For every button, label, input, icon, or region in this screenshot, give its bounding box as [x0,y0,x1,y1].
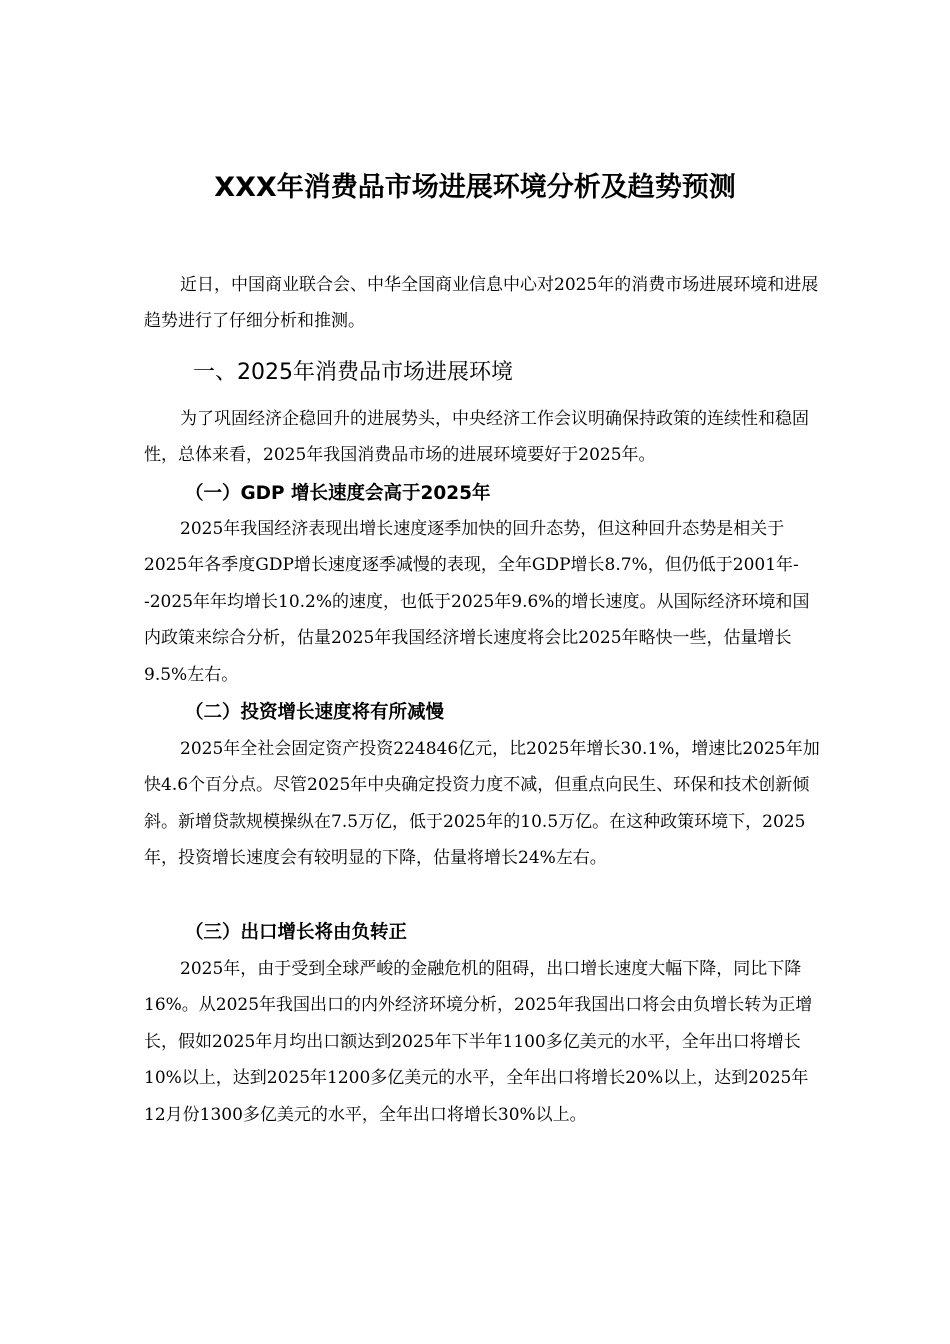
intro-paragraph: 近日，中国商业联合会、中华全国商业信息中心对2025年的消费市场进展环境和进展趋势进行了仔细分析和推测。 [144,275,819,332]
subsection-heading-2: （二）投资增长速度将有所减慢 [185,702,445,723]
document-title: XXX年消费品市场进展环境分析及趋势预测 [214,172,736,203]
section-1-paragraph: 为了巩固经济企稳回升的进展势头，中央经济工作会议明确保持政策的连续性和稳固性，总体来看，2025年我国消费品市场的进展环境要好于2025年。 [144,409,809,466]
subsection-heading-1: （一）GDP 增长速度会高于2025年 [185,483,491,504]
subsection-2-paragraph: 2025年全社会固定资产投资224846亿元，比2025年增长30.1%，增速比2025年加快4.6个百分点。尽管2025年中央确定投资力度不减，但重点向民生、环保和技术创新倾斜。新增贷款规模操纵在7.5万亿，低于2025年的10.5万亿。在这种政策环境下，2025年，投资增长速度会有较明显的下降，估量将增长24%左右。 [144,739,820,869]
subsection-heading-3: （三）出口增长将由负转正 [185,922,408,943]
subsection-3-paragraph: 2025年，由于受到全球严峻的金融危机的阻碍，出口增长速度大幅下降，同比下降16%。从2025年我国出口的内外经济环境分析，2025年我国出口将会由负增长转为正增长，假如2025年月均出口额达到2025年下半年1100多亿美元的水平，全年出口将增长10%以上，达到2025年1200多亿美元的水平，全年出口将增长20%以上，达到2025年12月份1300多亿美元的水平，全年出口将增长30%以上。 [144,959,813,1125]
subsection-1-paragraph: 2025年我国经济表现出增长速度逐季加快的回升态势，但这种回升态势是相关于2025年各季度GDP增长速度逐季减慢的表现，全年GDP增长8.7%，但仍低于2001年--2025年年均增长10.2%的速度，也低于2025年9.6%的增长速度。从国际经济环境和国内政策来综合分析，估量2025年我国经济增长速度将会比2025年略快一些，估量增长9.5%左右。 [144,519,810,685]
section-heading-1: 一、2025年消费品市场进展环境 [193,360,513,385]
